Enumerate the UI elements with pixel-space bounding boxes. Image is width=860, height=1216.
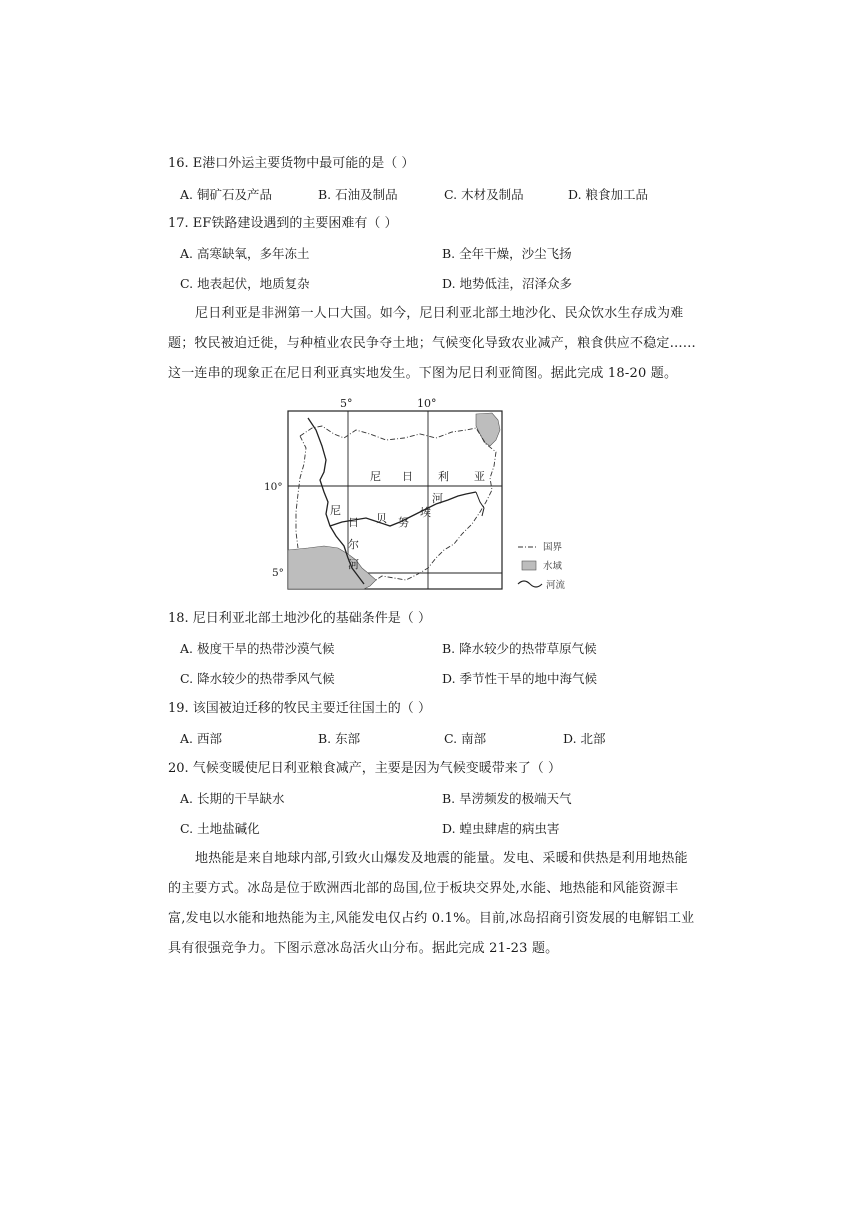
q17-option-d: D. 地势低洼，沼泽众多 [442, 276, 573, 291]
benue-river-char-3: 埃 [420, 506, 431, 519]
q18-option-d: D. 季节性干旱的地中海气候 [442, 671, 598, 686]
q16-option-d: D. 粮食加工品 [568, 187, 649, 202]
q16-stem: 16. E港口外运主要货物中最可能的是（ ） [168, 156, 415, 171]
iceland-passage-line-2: 的主要方式。冰岛是位于欧洲西北部的岛国,位于板块交界处,水能、地热能和风能资源丰 [168, 881, 679, 896]
nigeria-passage-line-1: 尼日利亚是非洲第一人口大国。如今，尼日利亚北部土地沙化、民众饮水生存成为难 [195, 306, 684, 321]
q20-stem: 20. 气候变暖使尼日利亚粮食减产，主要是因为气候变暖带来了（ ） [168, 761, 561, 776]
iceland-passage-line-3: 富,发电以水能和地热能为主,风能发电仅占约 0.1%。目前,冰岛招商引资发展的电解铝工业 [168, 911, 695, 926]
q18-option-b: B. 降水较少的热带草原气候 [442, 641, 597, 656]
country-name-char-3: 利 [438, 470, 449, 483]
country-name-char-1: 尼 [370, 470, 381, 483]
q18-option-c: C. 降水较少的热带季风气候 [180, 671, 335, 686]
legend-border-label: 国界 [543, 542, 563, 553]
country-name-char-4: 亚 [474, 470, 485, 483]
q18-stem: 18. 尼日利亚北部土地沙化的基础条件是（ ） [168, 611, 431, 626]
country-name-char-2: 日 [402, 470, 413, 483]
q20-option-a: A. 长期的干旱缺水 [180, 791, 285, 806]
legend-river-label: 河流 [546, 580, 566, 591]
map-legend [518, 542, 566, 591]
q17-option-c: C. 地表起伏，地质复杂 [180, 276, 310, 291]
q16-option-b: B. 石油及制品 [318, 187, 398, 202]
q19-option-c: C. 南部 [444, 731, 487, 746]
legend-river-symbol [518, 581, 542, 587]
lake-chad-water [476, 413, 500, 446]
benue-river-char-1: 贝 [376, 512, 387, 525]
q19-option-b: B. 东部 [318, 731, 361, 746]
q20-option-d: D. 蝗虫肆虐的病虫害 [442, 821, 560, 836]
q20-option-b: B. 旱涝频发的极端天气 [442, 791, 572, 806]
niger-river-char-1: 尼 [330, 504, 341, 517]
lon-label-10: 10° [417, 397, 437, 410]
benue-river-char-4: 河 [432, 492, 443, 505]
q16-option-a: A. 铜矿石及产品 [180, 187, 272, 202]
q17-option-a: A. 高寒缺氧，多年冻土 [180, 246, 310, 261]
iceland-passage-line-1: 地热能是来自地球内部,引致火山爆发及地震的能量。发电、采暖和供热是利用地热能 [195, 851, 688, 866]
q16-option-c: C. 木材及制品 [444, 187, 524, 202]
q18-option-a: A. 极度干旱的热带沙漠气候 [180, 641, 335, 656]
lat-label-10: 10° [264, 481, 283, 493]
niger-river-char-2: 日 [348, 516, 359, 529]
niger-river-char-3: 尔 [348, 538, 359, 551]
niger-river-char-4: 河 [348, 558, 359, 571]
nigeria-passage-line-3: 这一连串的现象正在尼日利亚真实地发生。下图为尼日利亚简图。据此完成 18-20 题。 [168, 366, 678, 381]
iceland-passage-line-4: 具有很强竞争力。下图示意冰岛活火山分布。据此完成 21-23 题。 [168, 941, 559, 956]
legend-water-symbol [522, 561, 536, 570]
q19-option-a: A. 西部 [180, 731, 222, 746]
nigeria-passage-line-2: 题；牧民被迫迁徙，与种植业农民争夺土地；气候变化导致农业减产，粮食供应不稳定…… [168, 336, 697, 351]
q19-stem: 19. 该国被迫迁移的牧民主要迁往国土的（ ） [168, 701, 431, 716]
nigeria-map [286, 397, 586, 593]
lon-label-5: 5° [340, 397, 353, 410]
q17-stem: 17. EF铁路建设遇到的主要困难有（ ） [168, 216, 398, 231]
legend-water-label: 水域 [543, 561, 563, 572]
lat-label-5: 5° [272, 567, 284, 579]
q20-option-c: C. 土地盐碱化 [180, 821, 260, 836]
q19-option-d: D. 北部 [563, 731, 606, 746]
benue-river-char-2: 努 [398, 516, 409, 529]
q17-option-b: B. 全年干燥，沙尘飞扬 [442, 246, 572, 261]
